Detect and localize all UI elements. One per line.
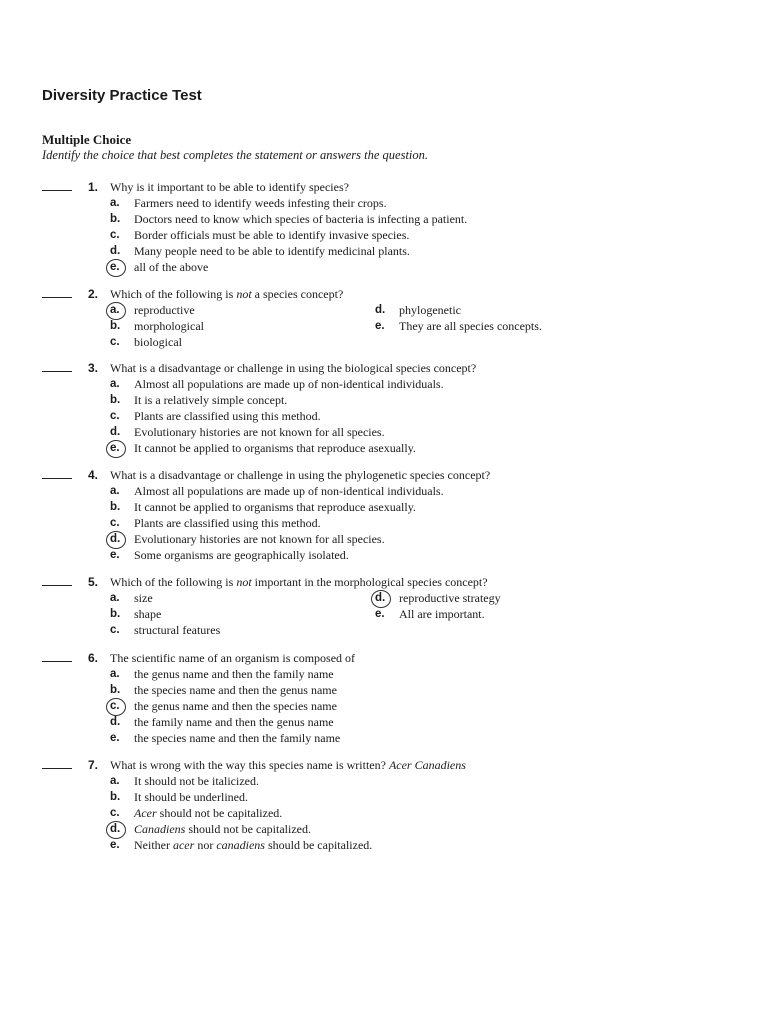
option-text: Plants are classified using this method. [134,409,321,423]
option-letter: e. [110,549,120,561]
question-stem: What is a disadvantage or challenge in using the biological species concept? [110,361,477,375]
option-text: Plants are classified using this method. [134,516,321,530]
question-stem: What is wrong with the way this species name is written? Acer Canadiens [110,758,466,772]
option-letter: b. [110,684,121,696]
option-letter: a. [110,485,120,497]
option-text: Evolutionary histories are not known for all species. [134,425,385,439]
option-text: It should not be italicized. [134,774,259,788]
option-text: morphological [134,319,204,333]
option-text: It cannot be applied to organisms that reproduce asexually. [134,441,416,455]
option-text: Neither acer nor canadiens should be capitalized. [134,838,373,852]
option-text: Almost all populations are made up of non-identical individuals. [134,377,444,391]
option-letter: a. [110,197,120,209]
option-text: Almost all populations are made up of non-identical individuals. [134,484,444,498]
option-letter: e. [110,440,130,456]
option-letter: b. [110,394,121,406]
option-text: the species name and then the family name [134,731,341,745]
option-letter: e. [375,320,385,332]
option-letter: d. [110,716,121,728]
option-letter: e. [375,608,385,620]
question-number: 5. [87,575,98,589]
option-text: Farmers need to identify weeds infesting their crops. [134,196,387,210]
option-letter: d. [110,245,121,257]
option-text: biological [134,335,182,349]
question-stem: The scientific name of an organism is composed of [110,651,356,665]
option-letter: a. [110,592,120,604]
option-letter: a. [110,378,120,390]
option-letter: a. [110,668,120,680]
option-text: size [134,591,153,605]
option-letter: e. [110,839,120,851]
option-text: It cannot be applied to organisms that reproduce asexually. [134,500,416,514]
option-letter: c. [110,517,120,529]
option-text: Acer should not be capitalized. [134,806,283,820]
question-number: 6. [87,651,98,665]
answer-blank[interactable] [42,371,72,372]
option-letter: c. [110,698,130,714]
question-number: 3. [87,361,98,375]
question-number: 1. [87,180,98,194]
question-stem: Why is it important to be able to identify species? [110,180,349,194]
option-letter: c. [110,624,120,636]
option-letter: d. [110,531,130,547]
question-stem: Which of the following is not a species concept? [110,287,344,301]
option-letter: a. [110,302,130,318]
question-stem: What is a disadvantage or challenge in using the phylogenetic species concept? [110,468,491,482]
option-letter: e. [110,732,120,744]
option-text: the family name and then the genus name [134,715,334,729]
option-letter: c. [110,229,120,241]
option-letter: b. [110,791,121,803]
option-letter: b. [110,213,121,225]
option-text: Many people need to be able to identify medicinal plants. [134,244,410,258]
option-letter: d. [110,821,130,837]
option-text: structural features [134,623,221,637]
option-text: Doctors need to know which species of bacteria is infecting a patient. [134,212,468,226]
option-text: It should be underlined. [134,790,248,804]
option-text: It is a relatively simple concept. [134,393,288,407]
option-text: the genus name and then the species name [134,699,337,713]
option-text: Border officials must be able to identify invasive species. [134,228,410,242]
option-letter: b. [110,501,121,513]
option-letter: d. [375,590,395,606]
option-letter: c. [110,336,120,348]
question-stem: Which of the following is not important in the morphological species concept? [110,575,488,589]
option-text: reproductive [134,303,195,317]
answer-blank[interactable] [42,585,72,586]
option-text: All are important. [399,607,485,621]
option-letter: c. [110,807,120,819]
answer-blank[interactable] [42,768,72,769]
option-text: Canadiens should not be capitalized. [134,822,311,836]
question-number: 7. [87,758,98,772]
option-text: the genus name and then the family name [134,667,334,681]
question-number: 2. [87,287,98,301]
option-text: reproductive strategy [399,591,501,605]
option-text: all of the above [134,260,209,274]
option-text: Evolutionary histories are not known for all species. [134,532,385,546]
option-text: They are all species concepts. [399,319,542,333]
option-letter: a. [110,775,120,787]
option-letter: d. [375,304,386,316]
option-text: shape [134,607,162,621]
option-letter: e. [110,259,130,275]
option-text: phylogenetic [399,303,461,317]
section-instructions: Identify the choice that best completes the statement or answers the question. [42,148,429,162]
option-letter: c. [110,410,120,422]
option-letter: b. [110,608,121,620]
section-heading: Multiple Choice [42,132,132,147]
answer-blank[interactable] [42,478,72,479]
question-number: 4. [87,468,98,482]
option-text: Some organisms are geographically isolated. [134,548,349,562]
answer-blank[interactable] [42,661,72,662]
answer-blank[interactable] [42,297,72,298]
option-text: the species name and then the genus name [134,683,337,697]
page-title: Diversity Practice Test [42,87,202,104]
option-letter: b. [110,320,121,332]
option-letter: d. [110,426,121,438]
answer-blank[interactable] [42,190,72,191]
